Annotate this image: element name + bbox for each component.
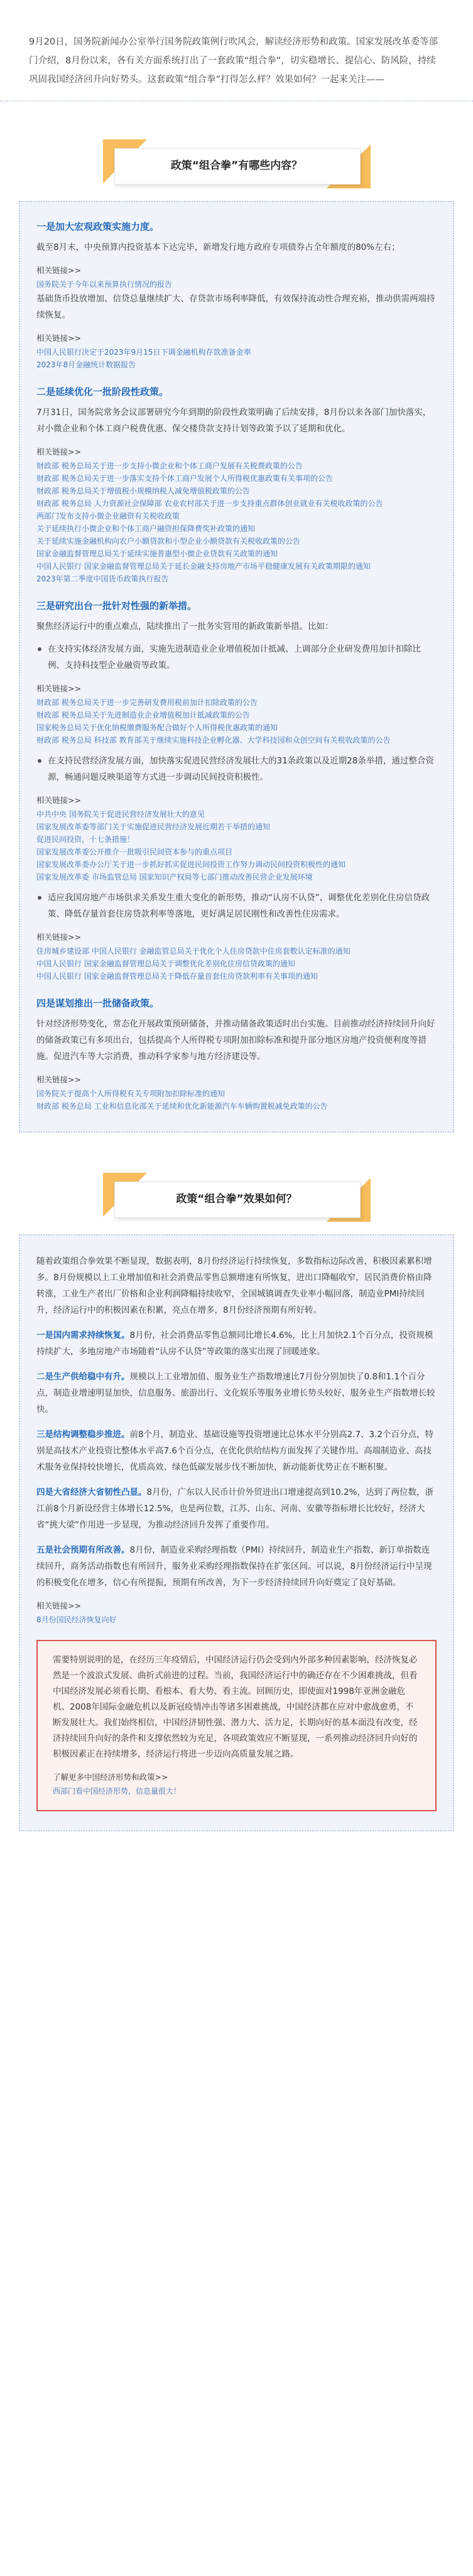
related-links-label: 相关链接>> <box>36 333 81 343</box>
related-link[interactable]: 财政部 税务总局关于进一步完善研发费用税前加计扣除政策的公告 <box>36 698 258 707</box>
related-link[interactable]: 国家发展改革委公开推介一批吸引民间资本参与的重点项目 <box>36 848 233 856</box>
related-link[interactable]: 关于延续执行小微企业和个体工商户融资担保降费奖补政策的通知 <box>36 524 256 533</box>
body-paragraph: 7月31日，国务院常务会议部署研究今年到期的阶段性政策明确了后续安排，8月份以来各部门加快落实，对小微企业和个体工商户税费优惠、保交楼贷款支持计划等政策予以了延期和优化。 <box>36 407 432 434</box>
subsection-heading: 三是研究出台一批针对性强的新举措。 <box>36 600 197 612</box>
policy-content-panel <box>19 201 454 1133</box>
note-box <box>36 1640 437 1811</box>
related-links-label: 相关链接>> <box>36 266 81 275</box>
related-link[interactable]: 国家税务总局关于优化纳税缴费服务配合做好个人所得税优惠政策的通知 <box>36 723 278 732</box>
related-link[interactable]: 国家金融监督管理总局关于延续实施普惠型小微企业贷款有关政策的通知 <box>36 549 278 558</box>
effect-text: 8月份，制造业采购经理指数（PMI）持续回升，制造业生产指数、新订单指数连续回升，商务活动指数也有所回升，服务业采购经理指数保持在扩张区间。可以说，8月份经济运行中呈现的积极变化在增多，信心有所提振，预期有所改善，为下一步经济持续回升向好奠定了良好基础。 <box>36 1545 432 1588</box>
intro-paragraph: 9月20日，国务院新闻办公室举行国务院政策例行吹风会，解读经济形势和政策。国家发展改革委等部门介绍，8月份以来，各有关方面系统打出了一套政策“组合拳”，切实稳增长、提信心、防风险，持续巩固我国经济回升向好势头。这套政策“组合拳”打得怎么样？效果如何？一起来关注—— <box>29 37 438 85</box>
related-link[interactable]: 财政部 税务总局关于先进制造业企业增值税加计抵减政策的公告 <box>36 711 250 719</box>
related-link[interactable]: 财政部 税务总局关于进一步支持小微企业和个体工商户发展有关税费政策的公告 <box>36 461 303 470</box>
section-heading-2 <box>114 1173 359 1222</box>
related-link[interactable]: 国家发展改革委等部门关于实施促进民营经济发展近期若干举措的通知 <box>36 822 271 831</box>
intro-divider <box>0 100 473 102</box>
related-link[interactable]: 关于延续实施金融机构向农户小额贷款和小型企业小额贷款有关税收政策的公告 <box>36 537 301 546</box>
note-related-label: 了解更多中国经济形势和政策>> <box>53 1772 168 1782</box>
effect-paragraph <box>36 1426 437 1475</box>
related-link[interactable]: 国家发展改革委办公厅关于进一步抓好抓实促进民间投资工作努力调动民间投资积极性的通知 <box>36 860 346 869</box>
related-link[interactable]: 住房城乡建设部 中国人民银行 金融监管总局关于优化个人住房贷款中住房套数认定标准的通知 <box>36 947 351 956</box>
effect-text: 规模以上工业增加值、服务业生产指数增速比7月份分别加快了0.8和1.1个百分点，制造业增速明显加快，信息服务、旅游出行、文化娱乐等服务业增长势头较好，服务业生产指数增长较快。 <box>36 1372 435 1415</box>
effect-paragraphs <box>36 1253 437 1591</box>
effect-paragraph <box>36 1542 437 1591</box>
effect-lead: 四是大省经济大省韧性凸显。 <box>36 1487 147 1497</box>
bullet-item: 在支持实体经济发展方面，实施先进制造业企业增值税加计抵减、上调部分企业研发费用加计扣除比例、支持科技型企业融资等政策。 <box>36 641 437 674</box>
note-related-link[interactable]: 西部门看中国经济形势，信息量很大！ <box>53 1787 182 1796</box>
effect-text: 前8个月，制造业、基础设施等投资增速比总体水平分别高2.7、3.2个百分点，特别是高技术产业投资比整体水平高7.6个百分点，在优化供给结构方面发挥了关键作用。高端制造业、高技术服务业保持较快增长，优质高效、绿色低碳发展步伐不断加快，新动能新优势正在不断积聚。 <box>36 1430 434 1472</box>
related-link[interactable]: 中国人民银行 国家金融监督管理总局关于调整优化差别化住房信贷政策的通知 <box>36 959 295 968</box>
related-link[interactable]: 国家发展改革委 市场监管总局 国家知识产权局等七部门推动改善民营企业发展环境 <box>36 873 313 881</box>
bullet-item: 适应我国房地产市场供求关系发生重大变化的新形势，推动“认房不认贷”、调整优化差别化住房信贷政策、降低存量首套住房贷款利率等落地，更好满足居民刚性和改善性住房需求。 <box>36 890 437 922</box>
effect-text: 8月份，广东以人民币计价外贸进出口增速提高到10.2%，达到了两位数，浙江前8个月新设经营主体增长12.5%，也是两位数，江苏、山东、河南、安徽等指标增长比较好，经济大省“挑大梁”作用进一步显现，为推动经济回升发挥了重要作用。 <box>36 1487 433 1530</box>
related-links-label: 相关链接>> <box>36 795 81 805</box>
body-paragraph: 截至8月末，中央预算内投资基本下达完毕，新增发行地方政府专项债券占全年额度的80%左右； <box>36 242 400 252</box>
related-link[interactable]: 中国人民银行决定于2023年9月15日下调金融机构存款准备金率 <box>36 348 251 357</box>
note-text: 需要特别说明的是，在经历三年疫情后，中国经济运行仍会受到内外部多种因素影响，经济恢复必然是一个波浪式发展、曲折式前进的过程。当前，我国经济运行中的确还存在不少困难挑战，但看中国经济发展必须看长期、看根本、看大势、看主流。回顾历史，即使面对1998年亚洲金融危机、2008年国际金融危机以及新冠疫情冲击等诸多困难挑战，中国经济都在应对中愈战愈勇，不断发展壮大。我们始终相信，中国经济韧性强、潜力大、活力足，长期向好的基本面没有改变，经济持续回升向好的条件和支撑依然较为充足，各项政策效应不断显现，一系列推动经济回升向好的积极因素正在持续增多，经济运行将进一步迈向高质量发展之路。 <box>53 1655 418 1759</box>
body-paragraph: 基础货币投放增加、信贷总量继续扩大、存贷款市场利率降低，有效保持流动性合理充裕，推动供需两端持续恢复。 <box>36 294 435 320</box>
related-link[interactable]: 2023年8月金融统计数据报告 <box>36 360 136 369</box>
related-link[interactable]: 两部门发布支持小微企业融资有关税收政策 <box>36 512 180 520</box>
related-link[interactable]: 2023年第二季度中国货币政策执行报告 <box>36 574 169 583</box>
bullet-item: 在支持民营经济发展方面，加快落实促进民营经济发展壮大的31条政策以及近期28条举措，通过整合资源，畅通问题反映渠道等方式进一步调动民间投资积极性。 <box>36 753 437 785</box>
related-link[interactable]: 8月份国民经济恢复向好 <box>36 1615 117 1624</box>
subsection-heading: 一是加大宏观政策实施力度。 <box>36 221 160 232</box>
effect-lead: 二是生产供给稳中有升。 <box>36 1372 130 1382</box>
section-heading-1 <box>114 139 359 188</box>
effect-paragraph <box>36 1369 437 1418</box>
related-link[interactable]: 中国人民银行 国家金融监督管理总局关于延长金融支持房地产市场平稳健康发展有关政策期限的通知 <box>36 562 371 571</box>
effect-text: 随着政策组合拳效果不断显现，数据表明，8月份经济运行持续恢复，多数指标边际改善，积极因素累积增多。8月份规模以上工业增加值和社会消费品零售总额增速有所恢复，进出口降幅收窄，居民消费价格由降转涨，工业生产者出厂价格和企业利润降幅持续收窄，全国城镇调查失业率小幅回落，制造业PMI持续回升，经济运行中的积极因素在积累，亮点在增多，8月份经济预期有所好转。 <box>36 1256 432 1315</box>
body-paragraph: 聚焦经济运行中的重点难点，陆续推出了一批务实管用的新政策新举措。比如： <box>36 622 334 632</box>
effect-text: 8月份，社会消费品零售总额同比增长4.6%，比上月加快2.1个百分点，投资规模持续扩大，多地房地产市场随着“认房不认贷”等政策的落实出现了回暖迹象。 <box>36 1330 433 1357</box>
related-link[interactable]: 财政部 税务总局关于增值税小规模纳税人减免增值税政策的公告 <box>36 487 250 495</box>
related-links-label: 相关链接>> <box>36 1075 81 1084</box>
effect-paragraph <box>36 1327 437 1360</box>
body-paragraph: 针对经济形势变化，常态化开展政策预研储备，并推动储备政策适时出台实施。目前推动经济持续回升向好的储备政策已有多项出台，包括提高个人所得税专项附加扣除标准和提升部分地区房地产投资便利度等措施。促进汽车等大宗消费，推动科学家参与地方经济建设等。 <box>36 1019 435 1062</box>
related-link[interactable]: 中共中央 国务院关于促进民营经济发展壮大的意见 <box>36 810 205 819</box>
related-link[interactable]: 财政部 税务总局 科技部 教育部关于继续实施科技企业孵化器、大学科技园和众创空间有关税收政策的公告 <box>36 736 391 745</box>
subsection-heading: 四是谋划推出一批储备政策。 <box>36 998 160 1009</box>
effect-lead: 五是社会预期有所改善。 <box>36 1545 130 1555</box>
related-links-label: 相关链接>> <box>36 932 81 942</box>
related-links-label: 相关链接>> <box>36 1601 81 1610</box>
related-links-label: 相关链接>> <box>36 447 81 456</box>
effect-paragraph <box>36 1484 437 1533</box>
related-link[interactable]: 财政部 税务总局 工业和信息化部关于延续和优化新能源汽车车辆购置税减免政策的公告 <box>36 1102 328 1111</box>
section-title-2: 政策“组合拳”效果如何？ <box>176 1193 297 1205</box>
related-link[interactable]: 中国人民银行 国家金融监督管理总局关于降低存量首套住房贷款利率有关事项的通知 <box>36 972 318 981</box>
related-link[interactable]: 促进民间投资，十七条措施！ <box>36 835 135 844</box>
effect-lead: 三是结构调整稳步推进。 <box>36 1430 130 1440</box>
section-title-1: 政策“组合拳”有哪些内容？ <box>170 159 303 172</box>
related-link[interactable]: 国务院关于提高个人所得税有关专项附加扣除标准的通知 <box>36 1089 226 1098</box>
subsection-heading: 二是延续优化一批阶段性政策。 <box>36 386 169 397</box>
related-link[interactable]: 财政部 税务总局关于进一步落实支持个体工商户发展个人所得税优惠政策有关事项的公告 <box>36 474 333 483</box>
related-links-label: 相关链接>> <box>36 684 81 693</box>
effect-content-panel <box>19 1234 454 1831</box>
effect-paragraph <box>36 1253 437 1318</box>
effect-lead: 一是国内需求持续恢复。 <box>36 1330 130 1340</box>
related-link[interactable]: 财政部 税务总局 人力资源社会保障部 农业农村部关于进一步支持重点群体创业就业有关税收政策的公告 <box>36 499 383 508</box>
related-link[interactable]: 国务院关于今年以来预算执行情况的报告 <box>36 280 173 289</box>
